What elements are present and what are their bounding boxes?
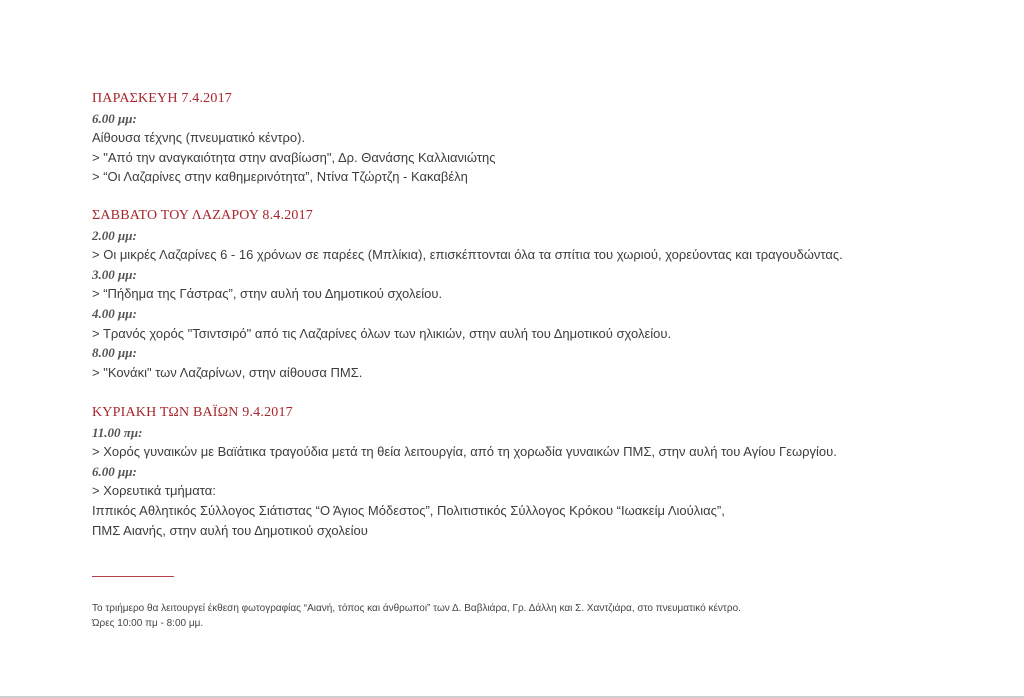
day-heading: ΠΑΡΑΣΚΕΥΗ 7.4.2017 xyxy=(92,91,232,106)
footnote xyxy=(92,601,741,631)
event-time: 4.00 μμ: xyxy=(92,305,137,321)
event-line: Ιππικός Αθλητικός Σύλλογος Σιάτιστας “Ο Άγιος Μόδεστος”, Πολιτιστικός Σύλλογος Κρόκου “Ιωακείμ Λιούλιας”, xyxy=(92,502,725,518)
event-line: > "Κονάκι" των Λαζαρίνων, στην αίθουσα ΠΜΣ. xyxy=(92,364,363,380)
event-line: > Τρανός χορός "Τσιντσιρό" από τις Λαζαρίνες όλων των ηλικιών, στην αυλή του Δημοτικού σχολείου. xyxy=(92,325,672,341)
event-line: > "Από την αναγκαιότητα στην αναβίωση", Δρ. Θανάσης Καλλιανιώτης xyxy=(92,149,496,165)
footnote-exhibition: Το τριήμερο θα λειτουργεί έκθεση φωτογραφίας “Αιανή, τόπος και άνθρωποι” των Δ. Βαβλιάρα, Γρ. Δάλλη και Σ. Χαντζιάρα, στο πνευματικό κέντρο. xyxy=(92,603,741,614)
event-line: ΠΜΣ Αιανής, στην αυλή του Δημοτικού σχολείου xyxy=(92,522,368,538)
event-line: > Χορευτικά τμήματα: xyxy=(92,483,216,499)
event-line: > “Πήδημα της Γάστρας”, στην αυλή του Δημοτικού σχολείου. xyxy=(92,286,443,302)
footnote-divider xyxy=(92,576,174,577)
event-time: 8.00 μμ: xyxy=(92,345,137,361)
event-time: 11.00 πμ: xyxy=(92,424,143,440)
event-time: 6.00 μμ: xyxy=(92,110,137,126)
event-time: 6.00 μμ: xyxy=(92,463,137,479)
event-time: 3.00 μμ: xyxy=(92,266,137,282)
schedule-day-sunday xyxy=(92,403,992,540)
footnote-hours: Ώρες 10:00 πμ - 8:00 μμ. xyxy=(92,618,204,629)
day-heading: ΣΑΒΒΑΤΟ ΤΟΥ ΛΑΖΑΡΟΥ 8.4.2017 xyxy=(92,208,314,223)
schedule-day-saturday xyxy=(92,206,992,382)
event-line: > “Οι Λαζαρίνες στην καθημερινότητα”, Ντίνα Τζώρτζη - Κακαβέλη xyxy=(92,169,468,185)
event-line: Αίθουσα τέχνης (πνευματικό κέντρο). xyxy=(92,130,306,146)
day-heading: ΚΥΡΙΑΚΗ ΤΩΝ ΒΑΪΩΝ 9.4.2017 xyxy=(92,405,293,420)
schedule-day-friday xyxy=(92,89,992,187)
event-time: 2.00 μμ: xyxy=(92,227,137,243)
event-line: > Χορός γυναικών με Βαϊάτικα τραγούδια μετά τη θεία λειτουργία, από τη χορωδία γυναικών ΠΜΣ, στην αυλή του Αγίου Γεωργίου. xyxy=(92,444,837,460)
event-line: > Οι μικρές Λαζαρίνες 6 - 16 χρόνων σε παρέες (Μπλίκια), επισκέπτονται όλα τα σπίτια του χωριού, χορεύοντας και τραγουδώντας. xyxy=(92,247,843,263)
